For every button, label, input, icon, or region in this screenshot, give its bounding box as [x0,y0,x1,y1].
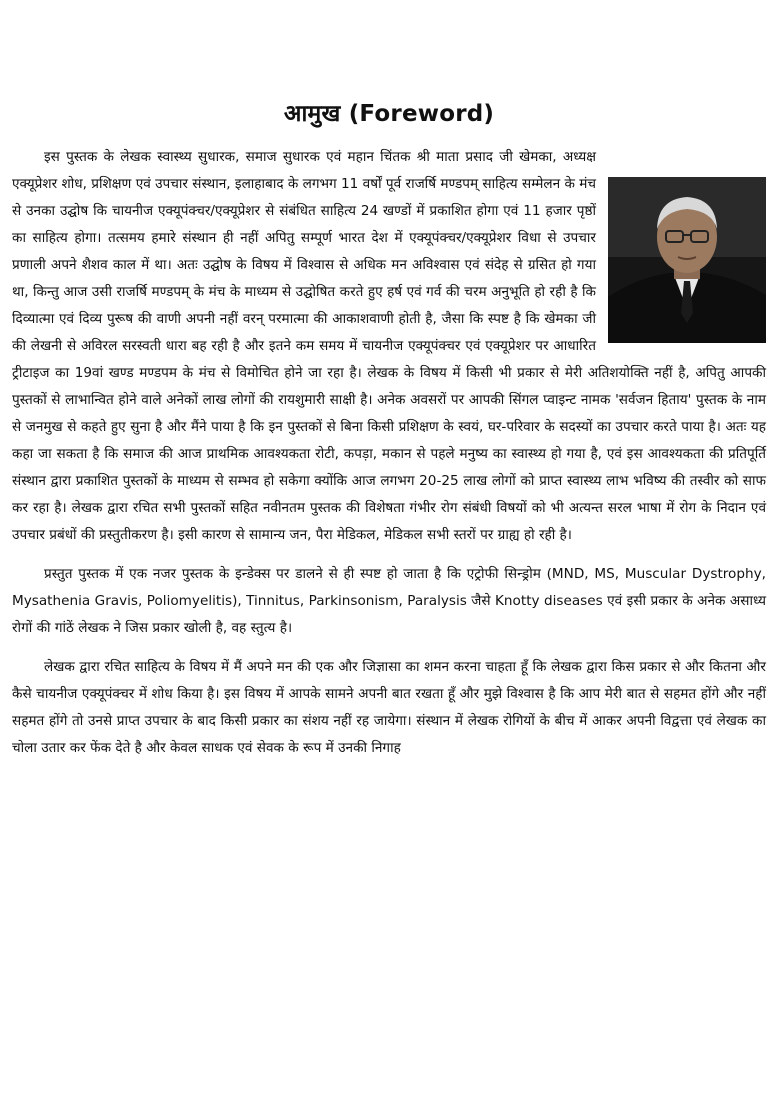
paragraph-2: प्रस्तुत पुस्तक में एक नजर पुस्तक के इन्डेक्स पर डालने से ही स्पष्ट हो जाता है कि एट्रोफी सिन्ड्रोम (MND, MS, Muscular Dystrophy, Mysathenia Gravis, Poliomyelitis), Tinnitus, Parkinsonism, Paralysis जैसे Knotty diseases एवं इसी प्रकार के अनेक असाध्य रोगों की गांठें लेखक ने जिस प्रकार खोली है, वह स्तुत्य है। [12,566,766,636]
page-title: आमुख (Foreword) [283,101,495,127]
foreword-body [12,144,766,762]
author-portrait-photo [608,177,766,343]
paragraph-3: लेखक द्वारा रचित साहित्य के विषय में मैं अपने मन की एक और जिज्ञासा का शमन करना चाहता हूँ कि लेखक द्वारा किस प्रकार से और कितना और कैसे चायनीज एक्यूपंक्चर में शोध किया है। इस विषय में आपके सामने अपनी बात रखता हूँ और मुझे विश्वास है कि आप मेरी बात से सहमत होंगे और नहीं सहमत होंगे तो उनसे प्राप्त उपचार के बाद किसी प्रकार का संशय नहीं रह जायेगा। संस्थान में लेखक रोगियों के बीच में आकर अपनी विद्वत्ता एवं लेखक का चोला उतार कर फेंक देते है और केवल साधक एवं सेवक के रूप में उनकी निगाह [12,659,766,756]
paragraph-1: इस पुस्तक के लेखक स्वास्थ्य सुधारक, समाज सुधारक एवं महान चिंतक श्री माता प्रसाद जी खेमका, अध्यक्ष एक्यूप्रेशर शोध, प्रशिक्षण एवं उपचार संस्थान, इलाहाबाद के लगभग 11 वर्षों पूर्व राजर्षि मण्डपम् साहित्य सम्मेलन के मंच से उनका उद्घोष कि चायनीज एक्यूपंक्चर/एक्यूप्रेशर से संबंधित साहित्य 24 खण्डों में प्रकाशित होगा एवं 11 हजार पृष्ठों का साहित्य होगा। तत्समय हमारे संस्थान ही नहीं अपितु सम्पूर्ण भारत देश में एक्यूपंक्चर/एक्यूप्रेशर विधा से उपचार प्रणाली अपने शैशव काल में था। अतः उद्घोष के विषय में विश्वास से अधिक मन अविश्वास एवं संदेह से ग्रसित हो गया था, किन्तु आज उसी राजर्षि मण्डपम् के मंच के माध्यम से उद्घोषित करते हुए हर्ष एवं गर्व की चरम अनुभूति हो रही है कि दिव्यात्मा एवं दिव्य पुरूष की वाणी अपनी नहीं वरन् परमात्मा की आकाशवाणी होती है, जैसा कि स्पष्ट है कि खेमका जी की लेखनी से अविरल सरस्वती धारा बह रही है और इतने कम समय में चायनीज एक्यूपंक्चर एवं एक्यूप्रेशर पर आधारित ट्रीटाइज का 19वां खण्ड मण्डपम के मंच से विमोचित होने जा रहा है। लेखक के विषय में किसी भी प्रकार से मेरी अतिशयोक्ति नहीं है, अपितु आपकी पुस्तकों से लाभान्वित होने वाले अनेकों लाख लोगों की रायशुमारी साक्षी है। अनेक अवसरों पर आपकी सिंगल प्वाइन्ट नामक 'सर्वजन हिताय' पुस्तक के नाम से जनमुख से कहते हुए सुना है और मैंने पाया है कि इन पुस्तकों से बिना किसी प्रशिक्षण के स्वयं, घर-परिवार के सदस्यों का उपचार करते पाया है। अतः यह कहा जा सकता है कि समाज की आज प्राथमिक आवश्यकता रोटी, कपड़ा, मकान से पहले मनुष्य का स्वास्थ्य हो गया है, एवं इस आवश्यकता की प्रतिपूर्ति संस्थान द्वारा प्रकाशित पुस्तकों के माध्यम से सम्भव हो सकेगा क्योंकि आज लगभग 20-25 लाख लोगों को प्राप्त स्वास्थ्य लाभ भविष्य की तस्वीर को साफ कर रहा है। लेखक द्वारा रचित सभी पुस्तकों सहित नवीनतम पुस्तक की विशेषता गंभीर रोग संबंधी विषयों को भी अत्यन्त सरल भाषा में रोग के निदान एवं उपचार प्रबंधों की प्रस्तुतीकरण है। इसी कारण से सामान्य जन, पैरा मेडिकल, मेडिकल सभी स्तरों पर ग्राह्य हो रही है। [12,149,766,543]
portrait-icon [608,177,766,343]
